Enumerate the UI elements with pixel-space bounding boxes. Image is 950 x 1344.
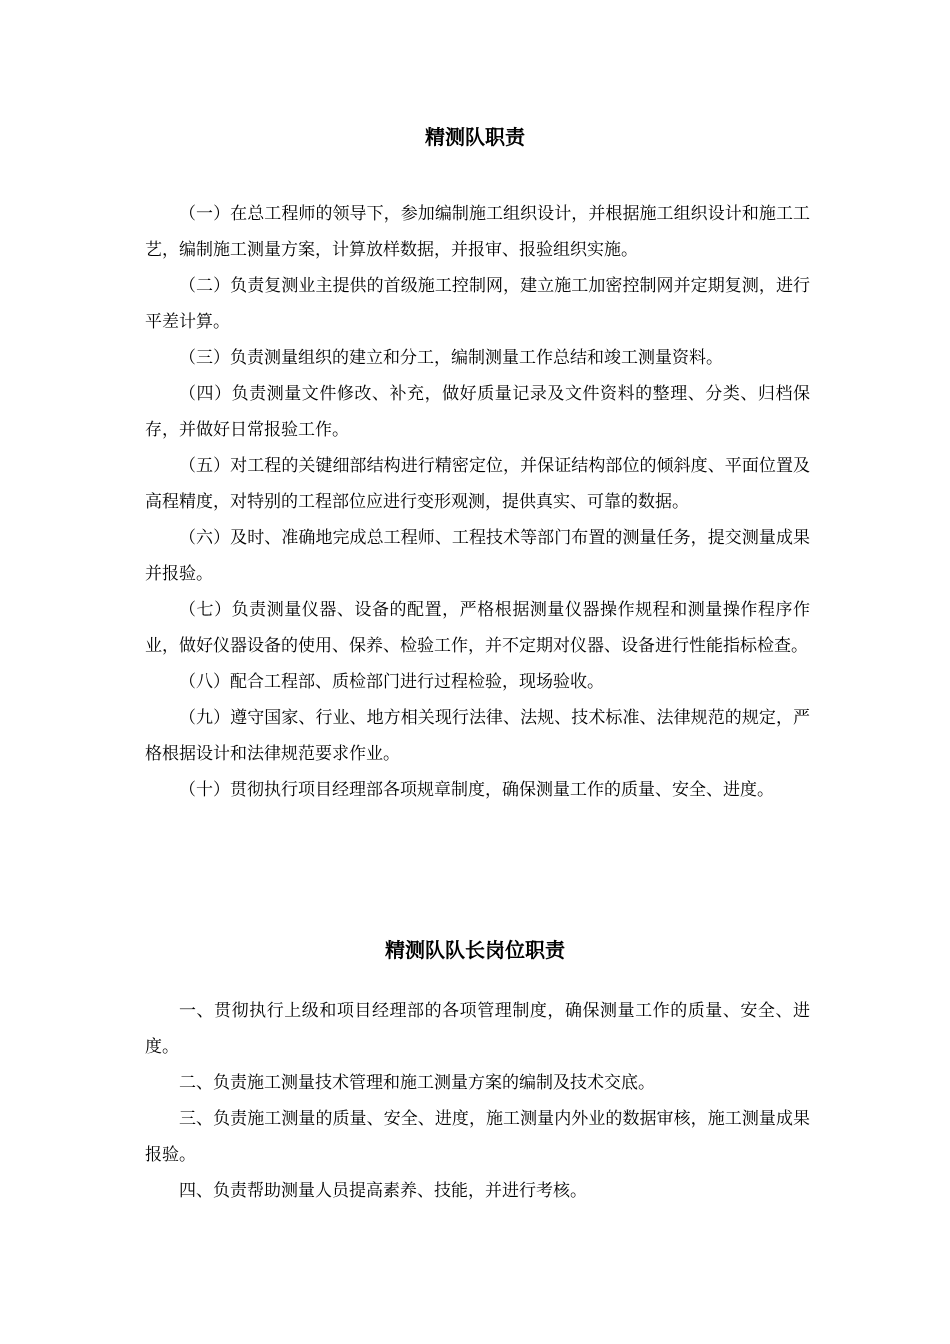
- section-1-title: 精测队职责: [425, 125, 525, 149]
- paragraph: （二）负责复测业主提供的首级施工控制网，建立施工加密控制网并定期复测，进行平差计算。: [145, 276, 810, 332]
- section-2-body: [145, 993, 810, 1209]
- paragraph: （三）负责测量组织的建立和分工，编制测量工作总结和竣工测量资料。: [179, 348, 723, 368]
- section-1-body: [145, 196, 810, 808]
- paragraph: 四、负责帮助测量人员提高素养、技能，并进行考核。: [179, 1181, 587, 1201]
- paragraph: 二、负责施工测量技术管理和施工测量方案的编制及技术交底。: [179, 1073, 655, 1093]
- paragraph: 一、贯彻执行上级和项目经理部的各项管理制度，确保测量工作的质量、安全、进度。: [145, 1001, 810, 1057]
- section-2-title: 精测队队长岗位职责: [385, 938, 565, 962]
- paragraph: （六）及时、准确地完成总工程师、工程技术等部门布置的测量任务，提交测量成果并报验。: [145, 528, 810, 584]
- paragraph: （四）负责测量文件修改、补充，做好质量记录及文件资料的整理、分类、归档保存，并做好日常报验工作。: [145, 384, 810, 440]
- paragraph: （八）配合工程部、质检部门进行过程检验，现场验收。: [179, 672, 604, 692]
- paragraph: （七）负责测量仪器、设备的配置，严格根据测量仪器操作规程和测量操作程序作业，做好仪器设备的使用、保养、检验工作，并不定期对仪器、设备进行性能指标检查。: [145, 600, 810, 656]
- paragraph: （九）遵守国家、行业、地方相关现行法律、法规、技术标准、法律规范的规定，严格根据设计和法律规范要求作业。: [145, 708, 810, 764]
- paragraph: （五）对工程的关键细部结构进行精密定位，并保证结构部位的倾斜度、平面位置及高程精度，对特别的工程部位应进行变形观测，提供真实、可靠的数据。: [145, 456, 810, 512]
- paragraph: 三、负责施工测量的质量、安全、进度，施工测量内外业的数据审核，施工测量成果报验。: [145, 1109, 810, 1165]
- paragraph: （十）贯彻执行项目经理部各项规章制度，确保测量工作的质量、安全、进度。: [179, 780, 774, 800]
- paragraph: （一）在总工程师的领导下，参加编制施工组织设计，并根据施工组织设计和施工工艺，编制施工测量方案，计算放样数据，并报审、报验组织实施。: [145, 204, 810, 260]
